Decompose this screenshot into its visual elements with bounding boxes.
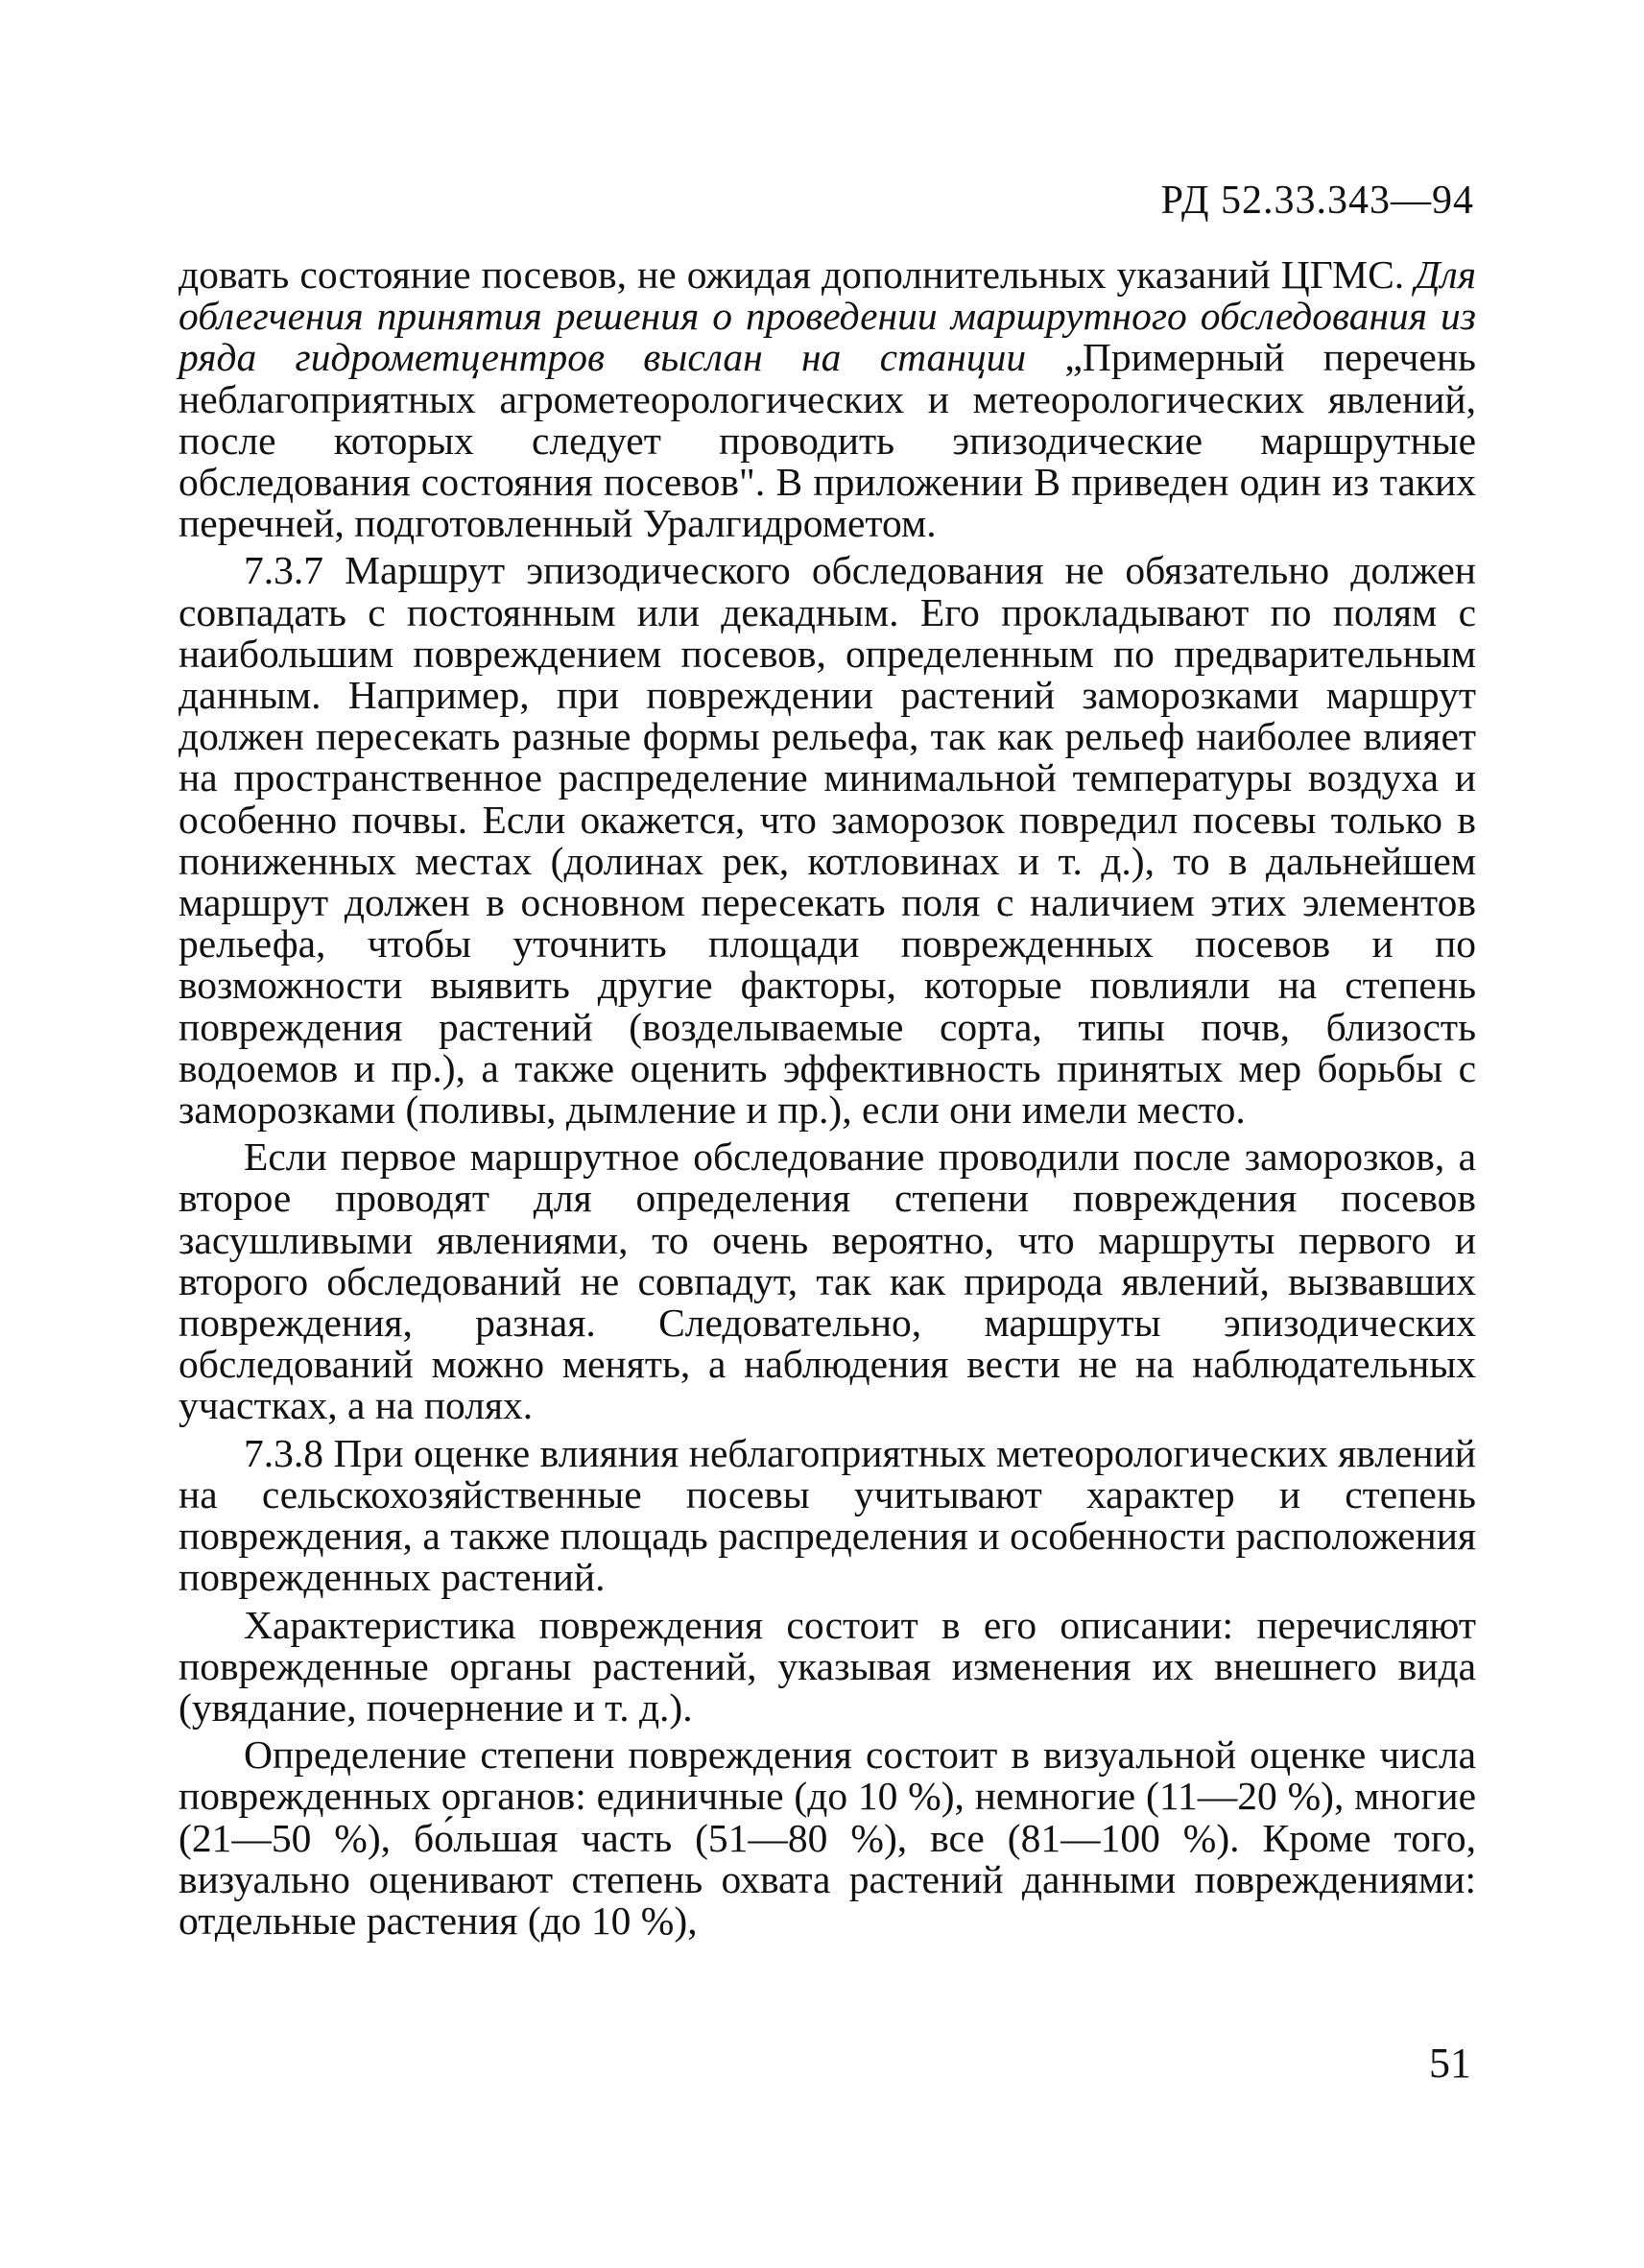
- paragraph-text: довать состояние посевов, не ожидая дополнительных указаний ЦГМС.: [179, 252, 1416, 297]
- paragraph-repeat-surveys: Если первое маршрутное обследование проводили после заморозков, а второе проводят для определения степени повреждения посевов засушливыми явлениями, то очень вероятно, что маршруты первого и второго обследований не совпадут, так как природа явлений, вызвавших повреждения, разная. Следовательно, маршруты эпизодических обследований можно менять, а наблюдения вести не на наблюдательных участках, а на полях.: [179, 1134, 1476, 1428]
- paragraph-continuation: [179, 254, 1476, 544]
- paragraph-7-3-8: 7.3.8 При оценке влияния неблагоприятных метеорологических явлений на сельскохозяйственные посевы учитывают характер и степень повреждения, а также площадь распределения и особенности расположения поврежденных растений.: [179, 1430, 1476, 1600]
- paragraph-damage-characteristic: Характеристика повреждения состоит в его описании: перечисляют поврежденные органы растений, указывая изменения их внешнего вида (увядание, почернение и т. д.).: [179, 1602, 1476, 1730]
- paragraph-damage-degree: Определение степени повреждения состоит в визуальной оценке числа поврежденных органов: единичные (до 10 %), немногие (11—20 %), многие (21—50 %), бо́льшая часть (51—80 %), все (81—100 %). Кроме того, визуально оценивают степень охвата растений данными повреждениями: отдельные растения (до 10 %),: [179, 1732, 1476, 1943]
- paragraph-7-3-7: 7.3.7 Маршрут эпизодического обследования не обязательно должен совпадать с постоянным или декадным. Его прокладывают по полям с наибольшим повреждением посевов, определенным по предварительным данным. Например, при повреждении растений заморозками маршрут должен пересекать разные формы рельефа, так как рельеф наиболее влияет на пространственное распределение минимальной температуры воздуха и особенно почвы. Если окажется, что заморозок повредил посевы только в пониженных местах (долинах рек, котловинах и т. д.), то в дальнейшем маршрут должен в основном пересекать поля с наличием этих элементов рельефа, чтобы уточнить площади поврежденных посевов и по возможности выявить другие факторы, которые повлияли на степень повреждения растений (возделываемые сорта, типы почв, близость водоемов и пр.), а также оценить эффективность принятых мер борьбы с заморозками (поливы, дымление и пр.), если они имели место.: [179, 548, 1476, 1133]
- body-text: [179, 254, 1476, 1942]
- paragraph-text: „Примерный перечень неблагоприятных агрометеорологических и метеорологических явлений, после которых следует проводить эпизодические маршрутные обследования состояния посевов". В приложении В приведен один из таких перечней, подготовленный Уралгидрометом.: [179, 335, 1476, 546]
- document-code: РД 52.33.343—94: [1160, 179, 1474, 223]
- italic-text: Для облегчения принятия решения о проведении маршрутного обследования из ряда гидрометцентров выслан на станции: [179, 252, 1476, 380]
- page-number: 51: [1429, 2040, 1471, 2087]
